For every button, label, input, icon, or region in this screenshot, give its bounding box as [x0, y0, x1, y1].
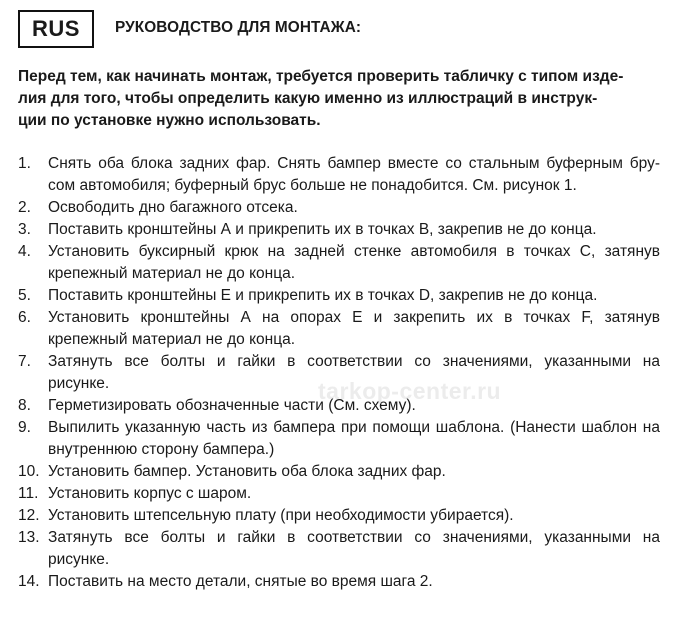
language-code-box: RUS	[18, 10, 94, 48]
step-text-line: рисунке.	[48, 375, 110, 392]
step-text-line: Затянуть все болты и гайки в соответствии со значениями, указанными на	[48, 353, 660, 370]
step-text-line: Установить бампер. Установить оба блока задних фар.	[48, 463, 446, 480]
step-number: 2.	[18, 199, 31, 216]
step-text-line: крепежный материал не до конца.	[48, 331, 296, 348]
step-text-line: Освободить дно багажного отсека.	[48, 199, 298, 216]
step-item	[18, 483, 682, 505]
step-item	[18, 197, 682, 219]
step-number: 3.	[18, 221, 31, 238]
intro-paragraph	[18, 66, 678, 132]
step-number: 7.	[18, 353, 31, 370]
step-number: 8.	[18, 397, 31, 414]
step-text-line: Установить кронштейны А на опорах Е и закрепить их в точках F, затянув	[48, 309, 660, 326]
intro-line: ции по установке нужно использовать.	[18, 112, 321, 129]
step-number: 13.	[18, 529, 40, 546]
intro-line: Перед тем, как начинать монтаж, требуется проверить табличку с типом изде-	[18, 68, 624, 85]
step-item	[18, 153, 682, 197]
intro-line: лия для того, чтобы определить какую именно из иллюстраций в инструк-	[18, 90, 598, 107]
step-text-line: Снять оба блока задних фар. Снять бампер вместе со стальным буферным бру-	[48, 155, 660, 172]
step-item	[18, 417, 682, 461]
step-item	[18, 307, 682, 351]
step-number: 4.	[18, 243, 31, 260]
step-number: 12.	[18, 507, 40, 524]
step-item	[18, 571, 682, 593]
step-item	[18, 285, 682, 307]
step-text-line: внутреннюю сторону бампера.)	[48, 441, 275, 458]
step-item	[18, 219, 682, 241]
step-text-line: Установить штепсельную плату (при необходимости убирается).	[48, 507, 514, 524]
step-text-line: крепежный материал не до конца.	[48, 265, 296, 282]
step-number: 1.	[18, 155, 31, 172]
step-text-line: Установить корпус с шаром.	[48, 485, 252, 502]
step-number: 5.	[18, 287, 31, 304]
step-item	[18, 395, 682, 417]
step-text-line: Поставить кронштейны Е и прикрепить их в точках D, закрепив не до конца.	[48, 287, 598, 304]
step-number: 6.	[18, 309, 31, 326]
step-text-line: Выпилить указанную часть из бампера при помощи шаблона. (Нанести шаблон на	[48, 419, 660, 436]
step-number: 11.	[18, 485, 39, 502]
page-title: РУКОВОДСТВО ДЛЯ МОНТАЖА:	[115, 19, 362, 36]
watermark: tarkop-center.ru	[318, 378, 502, 404]
step-number: 10.	[18, 463, 40, 480]
step-text-line: Установить буксирный крюк на задней стенке автомобиля в точках С, затянув	[48, 243, 660, 260]
step-number: 14.	[18, 573, 40, 590]
step-text-line: Герметизировать обозначенные части (См. схему).	[48, 397, 416, 414]
step-number: 9.	[18, 419, 31, 436]
installation-steps-list	[18, 153, 682, 593]
step-item	[18, 351, 682, 395]
step-text-line: сом автомобиля; буферный брус больше не понадобится. См. рисунок 1.	[48, 177, 577, 194]
step-text-line: Затянуть все болты и гайки в соответствии со значениями, указанными на	[48, 529, 660, 546]
step-text-line: рисунке.	[48, 551, 110, 568]
step-item	[18, 505, 682, 527]
step-item	[18, 241, 682, 285]
step-text-line: Поставить на место детали, снятые во время шага 2.	[48, 573, 433, 590]
step-item	[18, 461, 682, 483]
step-item	[18, 527, 682, 571]
step-text-line: Поставить кронштейны А и прикрепить их в точках В, закрепив не до конца.	[48, 221, 597, 238]
